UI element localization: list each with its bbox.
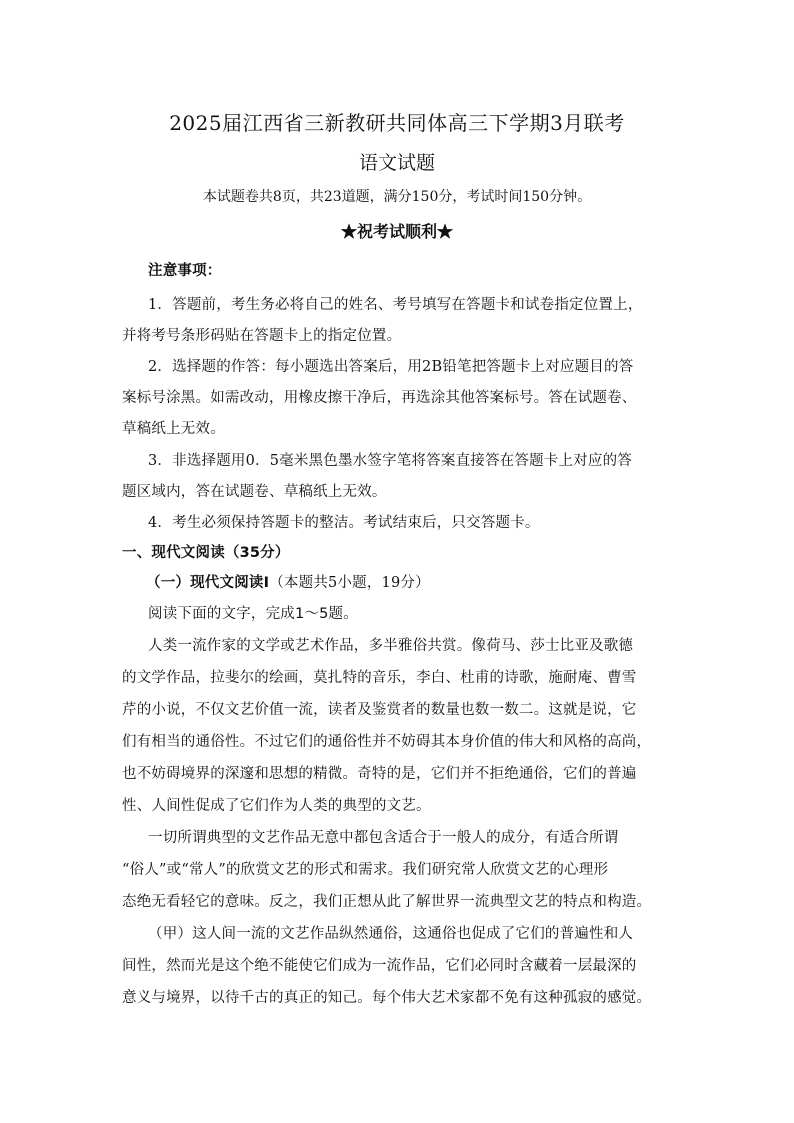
subsection-info: （本题共5小题，19分） — [269, 575, 430, 591]
passage-line: 意义与境界，以待千古的真正的知己。每个伟大艺术家都不免有这种孤寂的感觉。 — [122, 990, 652, 1006]
passage-line: 性、人间性促成了它们作为人类的典型的文艺。 — [122, 798, 431, 814]
subsection-heading — [146, 571, 706, 592]
passage-line: 芹的小说，不仅文艺价值一流，读者及鉴赏者的数量也数一数二。这就是说，它 — [122, 702, 637, 718]
notes-line: 题区域内，答在试题卷、草稿纸上无效。 — [122, 484, 387, 500]
passage-line: 也不妨碍境界的深邃和思想的精微。奇特的是，它们并不拒绝通俗，它们的普遍 — [122, 766, 637, 782]
passage-line: 们有相当的通俗性。不过它们的通俗性并不妨碍其本身价值的伟大和风格的高尚， — [122, 734, 652, 750]
notes-line: 1．答题前，考生务必将自己的姓名、考号填写在答题卡和试卷指定位置上， — [148, 297, 643, 313]
notes-line: 案标号涂黑。如需改动，用橡皮擦干净后，再选涂其他答案标号。答在试题卷、 — [122, 390, 637, 406]
exam-title: 2025届江西省三新教研共同体高三下学期3月联考 — [169, 111, 625, 135]
instruction: 阅读下面的文字，完成1～5题。 — [148, 606, 358, 622]
passage-line: 间性，然而光是这个绝不能使它们成为一流作品，它们必同时含藏着一层最深的 — [122, 958, 637, 974]
notes-line: 2．选择题的作答：每小题选出答案后，用2B铅笔把答题卡上对应题目的答 — [148, 359, 634, 375]
passage-line: 的文学作品，拉斐尔的绘画，莫扎特的音乐，李白、杜甫的诗歌，施耐庵、曹雪 — [122, 670, 637, 686]
notes-heading: 注意事项： — [148, 263, 222, 279]
passage-line: 态绝无看轻它的意味。反之，我们正想从此了解世界一流典型文艺的特点和构造。 — [122, 894, 652, 910]
passage-line: “俗人”或“常人”的欣赏文艺的形式和需求。我们研究常人欣赏文艺的心理形 — [122, 862, 609, 878]
section-heading: 一、现代文阅读（35分） — [122, 545, 290, 561]
notes-line: 3．非选择题用0．5毫米黑色墨水签字笔将答案直接答在答题卡上对应的答 — [148, 453, 632, 469]
passage-line: 一切所谓典型的文艺作品无意中都包含适合于一般人的成分，有适合所谓 — [148, 830, 619, 846]
notes-line: 并将考号条形码贴在答题卡上的指定位置。 — [122, 328, 402, 344]
passage-line: 人类一流作家的文学或艺术作品，多半雅俗共赏。像荷马、莎士比亚及歌德 — [148, 638, 634, 654]
notes-line: 草稿纸上无效。 — [122, 421, 225, 437]
notes-line: 4．考生必须保持答题卡的整洁。考试结束后，只交答题卡。 — [148, 515, 540, 531]
passage-line: （甲）这人间一流的文艺作品纵然通俗，这通俗也促成了它们的普遍性和人 — [148, 926, 634, 942]
exam-subtitle: 语文试题 — [358, 152, 435, 174]
exam-meta: 本试题卷共8页，共23道题，满分150分，考试时间150分钟。 — [202, 189, 592, 205]
good-luck-line: ★祝考试顺利★ — [340, 222, 453, 241]
subsection-title: （一）现代文阅读Ⅰ — [146, 575, 270, 591]
